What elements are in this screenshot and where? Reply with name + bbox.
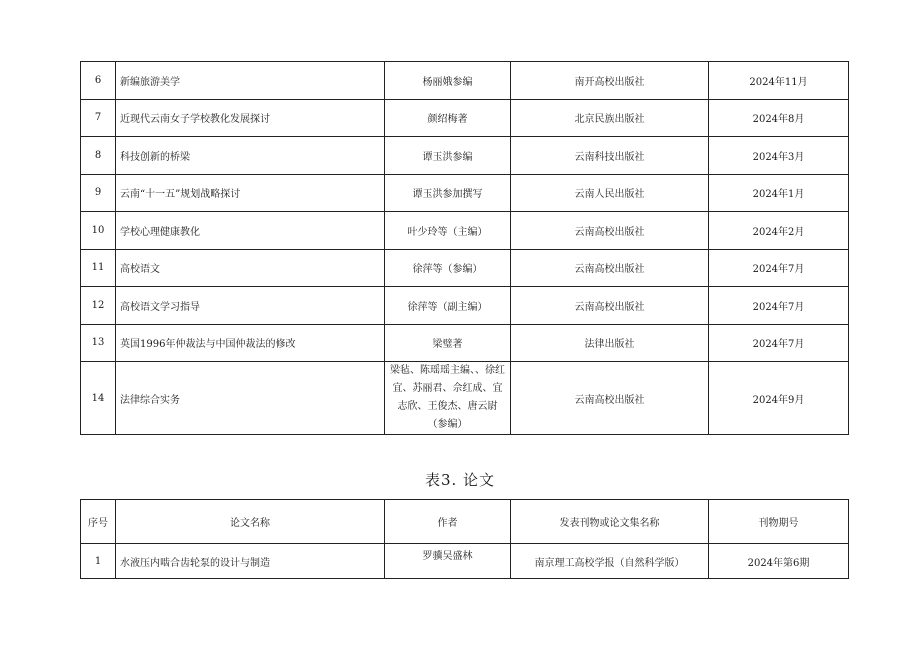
- book-date: 2024年7月: [709, 324, 849, 362]
- book-author: 谭玉洪参编: [385, 137, 511, 175]
- table-row: [81, 212, 849, 250]
- book-title: 云南“十一五”规划战略探讨: [116, 174, 385, 212]
- table-row: [81, 544, 849, 579]
- book-title: 法律综合实务: [116, 362, 385, 435]
- book-author: 梁璧著: [385, 324, 511, 362]
- papers-table: [80, 499, 849, 579]
- book-no: 13: [81, 324, 116, 362]
- table-row: [81, 99, 849, 137]
- book-author: 徐萍等（参编）: [385, 249, 511, 287]
- book-title: 学校心理健康教化: [116, 212, 385, 250]
- paper-no: 1: [81, 544, 116, 579]
- book-no: 9: [81, 174, 116, 212]
- book-no: 10: [81, 212, 116, 250]
- book-publisher: 云南高校出版社: [511, 287, 709, 325]
- book-publisher: 云南人民出版社: [511, 174, 709, 212]
- book-author: 徐萍等（副主编）: [385, 287, 511, 325]
- table-row: [81, 62, 849, 100]
- table-row: [81, 174, 849, 212]
- book-author: 杨丽娥参编: [385, 62, 511, 100]
- book-no: 6: [81, 62, 116, 100]
- book-title: 近现代云南女子学校教化发展探讨: [116, 99, 385, 137]
- book-date: 2024年8月: [709, 99, 849, 137]
- book-title: 高校语文: [116, 249, 385, 287]
- book-date: 2024年7月: [709, 249, 849, 287]
- book-author: 颜绍梅著: [385, 99, 511, 137]
- book-no: 8: [81, 137, 116, 175]
- book-title: 高校语文学习指导: [116, 287, 385, 325]
- paper-issue: 2024年第6期: [709, 544, 849, 579]
- paper-author: 罗骥吴盛林: [385, 544, 511, 579]
- book-publisher: 云南高校出版社: [511, 362, 709, 435]
- book-date: 2024年3月: [709, 137, 849, 175]
- book-no: 14: [81, 362, 116, 435]
- book-publisher: 北京民族出版社: [511, 99, 709, 137]
- books-table: [80, 61, 849, 435]
- book-title: 科技创新的桥梁: [116, 137, 385, 175]
- book-author: 梁毡、陈瑶瑶主编、、徐红宜、苏丽君、佘红成、宜志欣、王俊杰、唐云尉（参编）: [385, 362, 511, 435]
- book-publisher: 云南高校出版社: [511, 212, 709, 250]
- book-publisher: 南开高校出版社: [511, 62, 709, 100]
- table-row: [81, 137, 849, 175]
- table-row: [81, 287, 849, 325]
- book-title: 新编旅游美学: [116, 62, 385, 100]
- table-row: [81, 249, 849, 287]
- book-no: 11: [81, 249, 116, 287]
- book-date: 2024年11月: [709, 62, 849, 100]
- book-publisher: 云南科技出版社: [511, 137, 709, 175]
- table-row: [81, 362, 849, 435]
- paper-journal: 南京理工高校学报（自然科学版）: [511, 544, 709, 579]
- book-author: 谭玉洪参加撰写: [385, 174, 511, 212]
- book-date: 2024年1月: [709, 174, 849, 212]
- book-publisher: 云南高校出版社: [511, 249, 709, 287]
- book-publisher: 法律出版社: [511, 324, 709, 362]
- book-date: 2024年9月: [709, 362, 849, 435]
- header-title: 论文名称: [116, 500, 385, 544]
- papers-table-caption: 表3. 论文: [424, 471, 496, 489]
- header-no: 序号: [81, 500, 116, 544]
- book-date: 2024年2月: [709, 212, 849, 250]
- header-journal: 发表刊物或论文集名称: [511, 500, 709, 544]
- paper-title: 水液压内啮合齿轮泵的设计与制造: [116, 544, 385, 579]
- book-no: 7: [81, 99, 116, 137]
- book-title: 英国1996年仲裁法与中国仲裁法的修改: [116, 324, 385, 362]
- book-author: 叶少玲等（主编）: [385, 212, 511, 250]
- table-row: [81, 324, 849, 362]
- book-date: 2024年7月: [709, 287, 849, 325]
- table-header-row: [81, 500, 849, 544]
- header-author: 作者: [385, 500, 511, 544]
- header-issue: 刊物期号: [709, 500, 849, 544]
- book-no: 12: [81, 287, 116, 325]
